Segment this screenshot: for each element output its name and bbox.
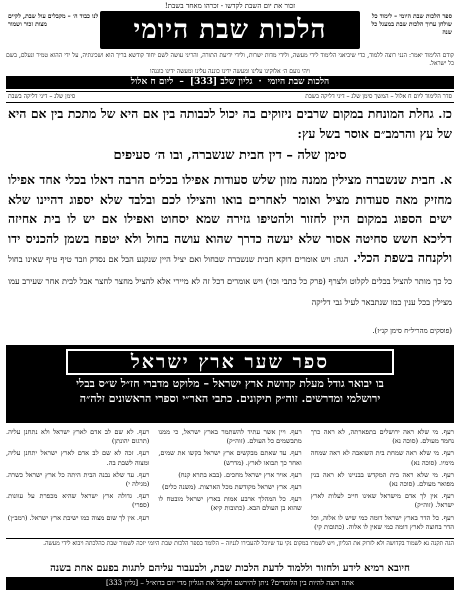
quote-entry: רעף. מי שלא ראה שמחת בית השואבה לא ראה שמחה מימיו. (סוכה נא) <box>310 449 454 467</box>
quote-entry: רעף. ארץ ישראל מקודשת מכל הארצות. (משנה כלים) <box>161 483 302 492</box>
quote-entry: רעף. כל הדר בארץ ישראל דומה כמי שיש לו אלוה, וכל הדר בחוצה לארץ דומה כמי שאין לו אלוה. (כתובות קי) <box>310 513 454 531</box>
quote-entry: רעף. עד שלא נבנה הבית היתה כל ארץ ישראל כשרה. (מגילה י) <box>6 470 150 489</box>
quote-entry: רעף. מי שלא ראה בית המקדש בבניינו לא ראה בנין מפואר מעולם. (סוכה נא) <box>310 470 454 489</box>
quotes-column-middle <box>158 428 301 532</box>
issue-name: הלכות שבת היומי <box>267 77 330 87</box>
quote-entry: רעף. מי שלא ראה ירושלים בתפארתה, לא ראה כרך נחמד מעולם. (סוכה נא) <box>310 428 454 446</box>
halacha-paragraph-1: כז. גחלת המונחת במקום שרבים ניזוקים בה יכול לכבותה בין אם היא של מתכת בין אם היא של עץ והרמב״ם אוסר בשל עץ: <box>8 106 452 141</box>
ad-line-2: ירושלמי ומדרשים. זוה״ק תיקונים. כתבי האר״י וספרי הראשונים זלה״ה <box>79 392 381 405</box>
quote-entry: רעף. לא שם לב אדם לארץ ישראל ולא נתחנן עליה. (תרגום יהונתן) <box>6 428 150 446</box>
brand-right-text: ספר הלכות שבת היומי – לימוד כל שולחן ערוך הלכות שבת במעגל כל שנה <box>371 13 452 36</box>
ad-line-1: בו יבואר גודל מעלת קדושת ארץ ישראל – מלוקט מדברי חז״ל ש״ס בבלי <box>76 377 384 390</box>
quote-entry: רעף. אין לך שום מצוה כמו ישיבת ארץ ישראל. (רמב״ן) <box>7 513 150 522</box>
source-citation: (פוסקים מהריל״ח סימן קנ״ז). <box>372 327 452 335</box>
prayer-line: קודם הלימוד יאמר: הנני רוצה ללמוד, כדי שיביאני הלימוד לידי מעשה, ולידי מדות ישרות, ולידי ידיעת התורה, והריני עושה לשם יחוד קודשא בריך הוא ושכינתיה, על ידי ההוא טמיר ונעלם, בשם כל ישראל. <box>6 52 454 67</box>
quote-entry: רעף. אין לך אדם מישראל שאינו חייב לעלות לארץ ישראל. (זוה״ק) <box>310 492 454 510</box>
footer-subscribe-bar: אתה רוצה להיות בין הלומדים? ניתן להירשם ולקבל את הגליון מדי יום בדוא״ל – [גליון 333] <box>6 577 454 590</box>
issue-bar: הלכות שבת היומי·גליון שלב [333]–ליום ח אלול <box>6 76 454 89</box>
top-line: זכור את יום השבת לקדשו - זכרהו מאחד בשבת! <box>164 2 296 10</box>
halacha-text: א. חבית שנשברה מצילין ממנה מזון שלש סעודות אפילו בכלים הרבה דאלו בכלי אחד אפילו מחזיק מאה סעודות מציל ואומר לאחרים בואו והצילו לכם ובלבד שלא יספוג דהיינו שלא ישים הספוג במקום היין לחזור ולהטיפו גזירה שמא יסחוט ואפילו אם יש לו בית אחיזה דליכא חשש סחיטה אסור שלא יעשה כדרך שהוא עושה בחול ולא יטפח בשמן להכניס ידו ולקנחה בשפת הכלי. <box>8 172 453 265</box>
gloss-text: הגה: ויש אומרים דוקא חבית שנשברה שבחול ואם יציל היין שנקנע הבל אם נסדק וזבד טיף טיף שאינו בחול כל כך מותר להציל בכלים לקלוט ולצרף (פרק כל כתבי וכו׳) ויש אומרים דכל זה לא מיירי אלא להציל מחצר לחצר אבל לבית אחר שעירב עמו מצילין בכל ענין כמו שנתבאר לעיל גבי דליקה <box>8 254 452 307</box>
quote-entry: רעף. גדולה ארץ ישראל שהיא מכפרת על עוונות. (ספרי) <box>6 492 150 510</box>
quote-entry: רעף. עד שאתם מבקשים ארץ ישראל בקשו את שמים, ואחר כך תבואו לארץ. (מדרש) <box>158 449 302 467</box>
quote-entry: רעף. אויר ארץ ישראל מחכים. (בבא בתרא קנח) <box>178 470 302 479</box>
halacha-paragraph-2 <box>8 170 452 313</box>
book-advertisement <box>6 345 454 423</box>
brand-left-text: תנו לנו כבוד ה׳ – מקבלים עול שבת, לקיים מצות זכור ושמור <box>8 13 108 28</box>
siman-heading: סימן שלה – דין חבית שנשברה, ובו ה׳ סעיפים <box>113 148 347 163</box>
footer-note: הגה תקנה נא לשמור בקדושה ולא לזרוק את הגליון, ויש לשמרו במקום נקי עד שיוכל להעבירו לגניזה – הלומד בספר הלכות שבת היומי יזכה לשמור שבת כהלכתה ויבוא לידי מעשה. <box>6 538 454 548</box>
study-order-left: סימן שלג – דיני דליקה בשבת <box>8 93 76 100</box>
masthead <box>0 11 460 51</box>
quote-entry: רעף. כל המהלך ארבע אמות בארץ ישראל מובטח לו שהוא בן העולם הבא. (כתובות קיא) <box>158 495 302 513</box>
footer-callout: חיובא רמיא לידע ולחזור וללמוד לדעת הלכות שבת, ולבעבור עליהם לתגות בפעם אחת בשנה <box>50 563 410 574</box>
quotes-column-right <box>311 428 454 532</box>
study-order-right: סדר הלימוד ליום ח אלול – המשך סימן שלג – דיני דליקה בשבת <box>305 93 452 100</box>
page-title: הלכות שבת היומי <box>100 11 360 49</box>
issue-date: ליום ח אלול <box>130 77 174 87</box>
ad-title: ספר שער ארץ ישראל <box>66 349 394 375</box>
study-order-line <box>6 91 454 103</box>
quote-entry: רעף. ויין אשר עתיד להשתמר בארץ ישראל, כי ממנו מתבשמים כל העולם. (זוה״ק) <box>158 428 302 446</box>
quote-entry: רעף. זכה לא שם לב אדם לארץ ישראל יתחנן עליה, ומצוה לשבת בה. <box>6 449 150 467</box>
quotes-column-left <box>6 428 149 532</box>
quotes-section <box>6 428 454 532</box>
prayer-line-2: ויהי נועם ה׳ אלוקינו עלינו ומעשה ידינו כוננה עלינו ומעשה ידינו כוננהו <box>150 68 310 75</box>
issue-number: גליון שלב [333] <box>189 77 253 87</box>
